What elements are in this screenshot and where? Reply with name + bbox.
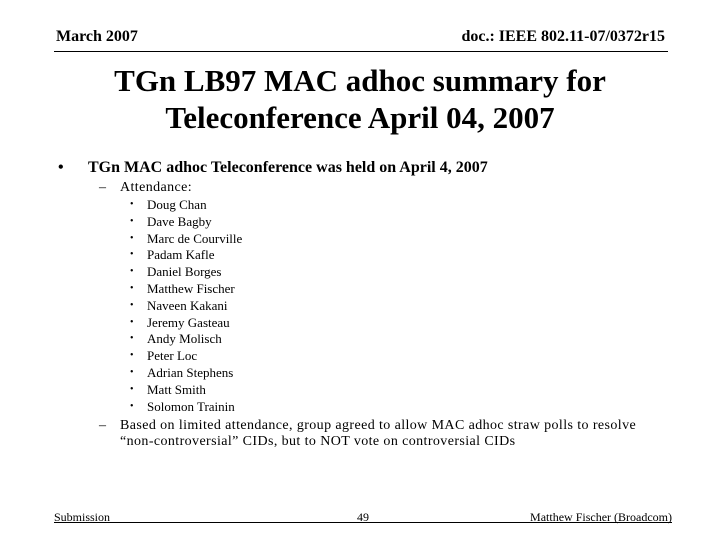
main-bullet-text: TGn MAC adhoc Teleconference was held on April 4, 2007 bbox=[88, 159, 488, 176]
bullet-marker: • bbox=[130, 333, 134, 345]
attendee-name: Naveen Kakani bbox=[147, 297, 228, 313]
bullet-marker: • bbox=[130, 282, 134, 294]
list-item bbox=[126, 197, 242, 214]
attendee-name: Solomon Trainin bbox=[147, 398, 235, 414]
list-item bbox=[126, 399, 242, 416]
attendee-name: Andy Molisch bbox=[147, 331, 222, 347]
bullet-marker: • bbox=[130, 350, 134, 362]
list-item bbox=[126, 281, 242, 298]
attendee-name: Matthew Fischer bbox=[147, 280, 235, 296]
footer-author: Matthew Fischer (Broadcom) bbox=[530, 510, 672, 524]
attendee-name: Peter Loc bbox=[147, 348, 198, 364]
attendance-label: Attendance: bbox=[120, 180, 193, 195]
bullet-marker: • bbox=[130, 383, 134, 395]
attendee-name: Dave Bagby bbox=[147, 213, 212, 229]
dash-marker: – bbox=[99, 180, 106, 195]
list-item bbox=[126, 298, 242, 315]
slide-title bbox=[40, 62, 680, 136]
attendee-name: Marc de Courville bbox=[147, 230, 243, 246]
slide-title-line-1: TGn LB97 MAC adhoc summary for bbox=[114, 63, 606, 98]
list-item bbox=[126, 214, 242, 231]
bullet-marker: • bbox=[130, 299, 134, 311]
bullet-marker: • bbox=[130, 400, 134, 412]
slide-header-date: March 2007 bbox=[56, 28, 138, 45]
slide-title-line-2: Teleconference April 04, 2007 bbox=[165, 100, 555, 135]
list-item bbox=[126, 247, 242, 264]
attendee-name: Doug Chan bbox=[147, 197, 207, 212]
footer-divider bbox=[54, 522, 672, 523]
page-number: 49 bbox=[357, 510, 369, 524]
attendee-name: Jeremy Gasteau bbox=[147, 314, 230, 330]
bullet-marker: • bbox=[130, 199, 134, 210]
list-item bbox=[126, 365, 242, 382]
bullet-marker: • bbox=[130, 266, 134, 278]
footer-submission: Submission bbox=[54, 510, 111, 524]
attendee-name: Matt Smith bbox=[147, 381, 206, 397]
attendee-name: Daniel Borges bbox=[147, 264, 222, 280]
bullet-marker: • bbox=[130, 366, 134, 378]
bullet-marker: • bbox=[130, 232, 134, 244]
bullet-marker: • bbox=[130, 215, 134, 227]
bullet-marker: • bbox=[130, 316, 134, 328]
slide-header-doc-id: doc.: IEEE 802.11-07/0372r15 bbox=[461, 28, 665, 45]
list-item bbox=[126, 382, 242, 399]
header-divider bbox=[54, 51, 668, 52]
dash-marker: – bbox=[99, 418, 106, 433]
list-item bbox=[126, 331, 242, 348]
bullet-marker: • bbox=[130, 249, 134, 261]
attendee-list bbox=[126, 197, 242, 415]
list-item bbox=[126, 231, 242, 248]
list-item bbox=[126, 348, 242, 365]
bullet-marker: • bbox=[58, 159, 64, 176]
list-item bbox=[126, 264, 242, 281]
attendee-name: Padam Kafle bbox=[147, 247, 215, 263]
attendee-name: Adrian Stephens bbox=[147, 364, 234, 380]
list-item bbox=[126, 315, 242, 332]
agreement-text: Based on limited attendance, group agreed to allow MAC adhoc straw polls to resolve “non-controversial” CIDs, but to NOT vote on controversial CIDs bbox=[120, 418, 637, 449]
